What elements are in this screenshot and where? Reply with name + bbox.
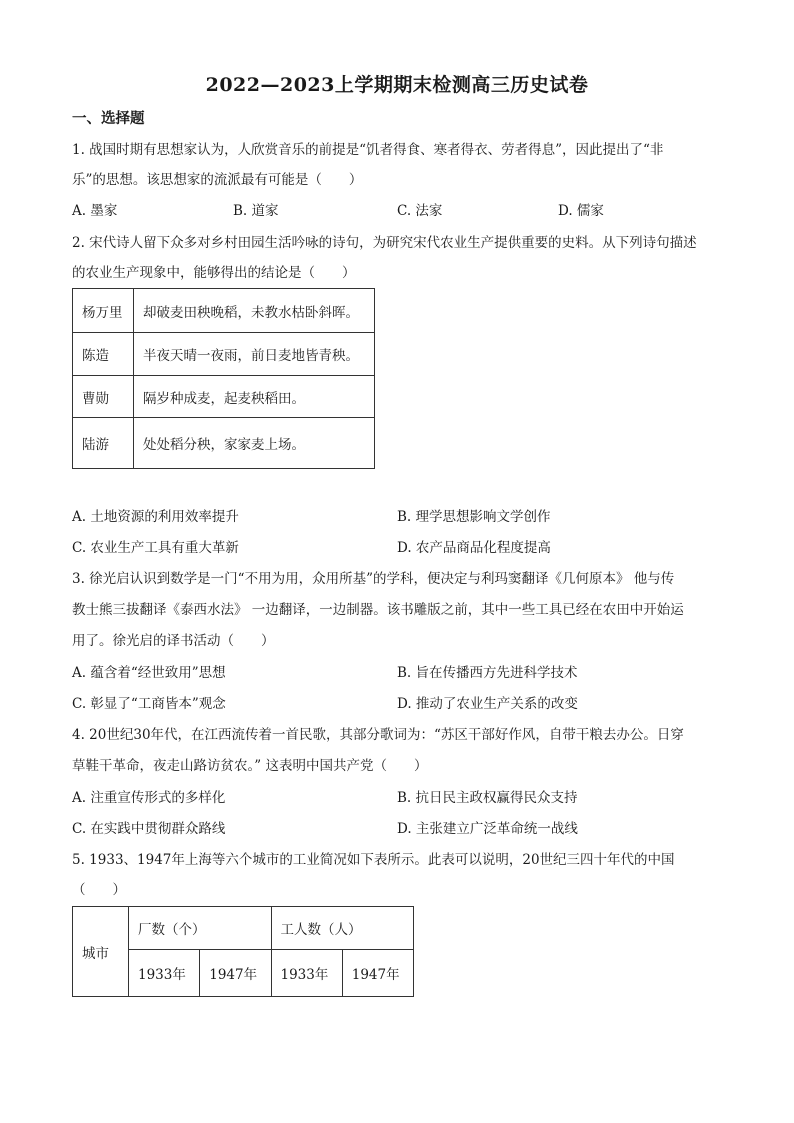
year-1947-workers: 1947年: [342, 950, 413, 997]
q2-stem-line1: 2. 宋代诗人留下众多对乡村田园生活吟咏的诗句，为研究宋代农业生产提供重要的史料。从下列诗句描述: [72, 235, 697, 251]
q3-option-b[interactable]: B. 旨在传播西方先进科学技术: [397, 665, 578, 681]
q1-option-b[interactable]: B. 道家: [233, 203, 279, 219]
q2-option-a[interactable]: A. 土地资源的利用效率提升: [72, 509, 239, 525]
poem-line: 隔岁种成麦，起麦秧稻田。: [134, 376, 375, 418]
q3-option-c[interactable]: C. 彰显了“工商皆本”观念: [72, 696, 226, 712]
q1-stem-line1: 1. 战国时期有思想家认为，人欣赏音乐的前提是“饥者得食、寒者得衣、劳者得息”，因此提出了“非: [72, 142, 664, 158]
poet-name: 曹勋: [73, 376, 134, 418]
q5-stem-line2: （ ）: [72, 882, 126, 898]
page-title: 2022—2023上学期期末检测高三历史试卷: [205, 74, 589, 96]
q3-stem-line2: 教士熊三拔翻译《泰西水法》 一边翻译，一边制器。该书雕版之前，其中一些工具已经在农田中开始运: [72, 602, 684, 618]
poem-line: 却破麦田秧晚稻，未教水枯卧斜晖。: [134, 289, 375, 333]
q3-stem-line1: 3. 徐光启认识到数学是一门“不用为用，众用所基”的学科，便决定与利玛窦翻译《几何原本》 他与传: [72, 571, 675, 587]
poet-name: 陈造: [73, 333, 134, 376]
table-row: [73, 289, 375, 333]
year-1933-workers: 1933年: [271, 950, 342, 997]
q2-option-d[interactable]: D. 农产品商品化程度提高: [397, 540, 551, 556]
q2-option-b[interactable]: B. 理学思想影响文学创作: [397, 509, 551, 525]
year-1933-factories: 1933年: [129, 950, 200, 997]
poet-name: 杨万里: [73, 289, 134, 333]
q4-stem-line1: 4. 20世纪30年代，在江西流传着一首民歌，其部分歌词为：“苏区干部好作风，自带干粮去办公。日穿: [72, 727, 684, 743]
q2-option-c[interactable]: C. 农业生产工具有重大革新: [72, 540, 239, 556]
poet-name: 陆游: [73, 418, 134, 469]
q4-option-a[interactable]: A. 注重宣传形式的多样化: [72, 790, 226, 806]
table-row: [73, 418, 375, 469]
q3-stem-line3: 用了。徐光启的译书活动（ ）: [72, 633, 275, 649]
q1-stem-line2: 乐”的思想。该思想家的流派最有可能是（ ）: [72, 172, 363, 188]
q4-option-b[interactable]: B. 抗日民主政权赢得民众支持: [397, 790, 578, 806]
q4-option-c[interactable]: C. 在实践中贯彻群众路线: [72, 821, 226, 837]
poem-table: [72, 288, 375, 469]
q2-stem-line2: 的农业生产现象中，能够得出的结论是（ ）: [72, 265, 356, 281]
q4-option-d[interactable]: D. 主张建立广泛革命统一战线: [397, 821, 578, 837]
q3-option-a[interactable]: A. 蕴含着“经世致用”思想: [72, 665, 226, 681]
q3-option-d[interactable]: D. 推动了农业生产关系的改变: [397, 696, 578, 712]
q1-option-d[interactable]: D. 儒家: [558, 203, 604, 219]
factories-header: 厂数（个）: [129, 907, 272, 950]
city-header: 城市: [73, 907, 129, 997]
poem-line: 处处稻分秧，家家麦上场。: [134, 418, 375, 469]
table-row: [73, 333, 375, 376]
q1-option-c[interactable]: C. 法家: [397, 203, 443, 219]
poem-line: 半夜天晴一夜雨，前日麦地皆青秧。: [134, 333, 375, 376]
year-1947-factories: 1947年: [200, 950, 271, 997]
workers-header: 工人数（人）: [271, 907, 414, 950]
section-heading: 一、选择题: [72, 110, 145, 127]
table-row: [73, 376, 375, 418]
q4-stem-line2: 草鞋干革命，夜走山路访贫农。” 这表明中国共产党（ ）: [72, 758, 428, 774]
q1-option-a[interactable]: A. 墨家: [72, 203, 118, 219]
industry-table: [72, 906, 414, 997]
q5-stem-line1: 5. 1933、1947年上海等六个城市的工业简况如下表所示。此表可以说明，20世纪三四十年代的中国: [72, 852, 675, 868]
table-header-row: [73, 907, 414, 950]
